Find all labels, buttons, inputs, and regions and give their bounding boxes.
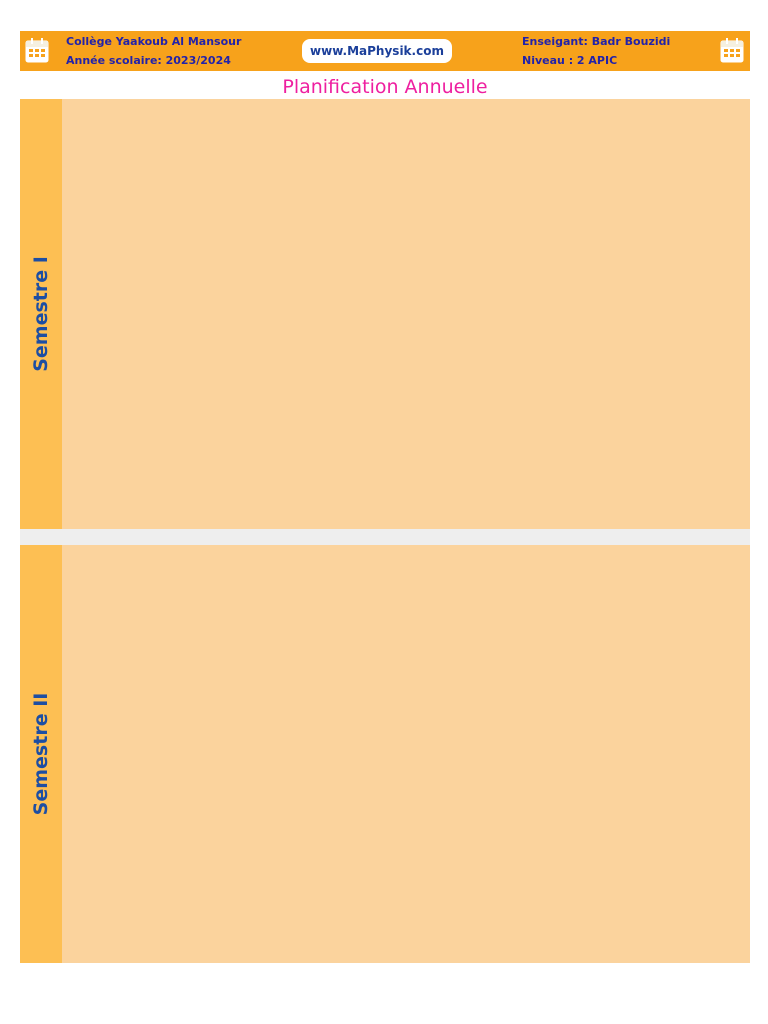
school-year: Année scolaire: 2023/2024 <box>66 54 231 67</box>
class-level: Niveau : 2 APIC <box>522 54 618 67</box>
header-bar <box>20 31 750 71</box>
semester-separator <box>20 529 750 545</box>
school-name: Collège Yaakoub Al Mansour <box>66 35 242 48</box>
page-title: Planification Annuelle <box>282 76 488 98</box>
calendar-icon <box>25 37 49 63</box>
semester-background <box>20 545 750 963</box>
semester-label-text: Semestre II <box>30 692 52 816</box>
website-link[interactable]: www.MaPhysik.com <box>302 39 452 63</box>
semester-label-text: Semestre I <box>30 256 52 372</box>
semester-label <box>20 545 62 963</box>
semester-background <box>20 99 750 529</box>
semester-label <box>20 99 62 529</box>
teacher-name: Enseigant: Badr Bouzidi <box>522 35 671 48</box>
calendar-icon <box>720 37 744 63</box>
